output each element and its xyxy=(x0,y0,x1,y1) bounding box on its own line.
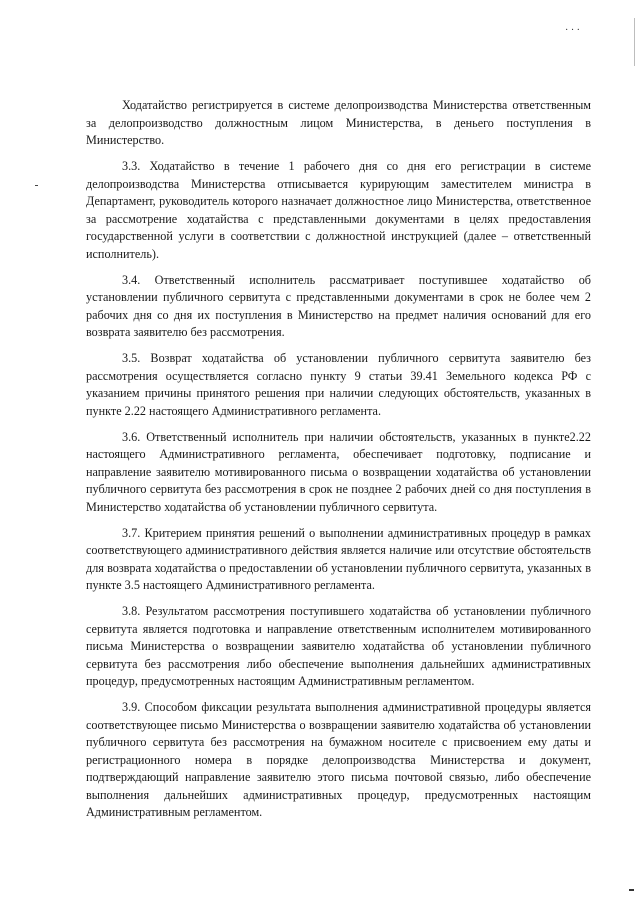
paragraph-registration: Ходатайство регистрируется в системе делопроизводства Министерства ответственным за делопроизводство должностным лицом Министерства, в деньего поступления в Министерство. xyxy=(86,98,591,147)
scan-speck-top: · · · xyxy=(565,25,580,36)
scan-edge-line xyxy=(634,18,635,66)
paragraph-3-7: 3.7. Критерием принятия решений о выполнении административных процедур в рамках соответствующего административного действия является наличие или отсутствие обстоятельств для возврата ходатайства о предоставлении об установлении публичного сервитута, указанных в пункте 3.5 настоящего Административного регламента. xyxy=(86,525,591,592)
paragraph-3-9: 3.9. Способом фиксации результата выполнения административной процедуры является соответствующее письмо Министерства о возвращении заявителю ходатайства об установлении публичного сервитута без рассмотрения на бумажном носителе с присвоением ему даты и регистрационного номера в порядке делопроизводства Министерства и документ, подтверждающий направление заявителю этого письма почтовой связью, либо обеспечение выполнения дальнейших административных процедур, предусмотренных настоящим Административным регламентом. xyxy=(86,700,591,819)
paragraph-3-5: 3.5. Возврат ходатайства об установлении публичного сервитута заявителю без рассмотрения осуществляется согласно пункту 9 статьи 39.41 Земельного кодекса РФ с указанием причины принятого решения при наличии следующих обстоятельств, указанных в пункте 2.22 настоящего Административного регламента. xyxy=(86,351,591,418)
paragraph-3-8: 3.8. Результатом рассмотрения поступившего ходатайства об установлении публичного сервитута является подготовка и направление ответственным исполнителем мотивированного письма Министерства о возвращении заявителю ходатайства об установлении публичного сервитута без рассмотрения либо обеспечение выполнения дальнейших административных процедур, предусмотренных настоящим Административным регламентом. xyxy=(86,604,591,688)
margin-speck xyxy=(35,185,38,186)
paragraph-3-3: 3.3. Ходатайство в течение 1 рабочего дня со дня его регистрации в системе делопроизводства Министерства отписывается курирующим заместителем министра в Департамент, руководитель которого назначает должностное лицо Министерства, ответственное за рассмотрение ходатайства с представленными документами в целях предоставления государственной услуги в соответствии с должностной инструкцией (далее – ответственный исполнитель). xyxy=(86,159,591,261)
paragraph-3-6: 3.6. Ответственный исполнитель при наличии обстоятельств, указанных в пункте2.22 настоящего Административного регламента, обеспечивает подготовку, подписание и направление заявителю мотивированного письма о возвращении ходатайства об установлении публичного сервитута без рассмотрения в срок не позднее 2 рабочих дней со дня поступления в Министерство ходатайства об установлении публичного сервитута. xyxy=(86,429,591,514)
corner-mark xyxy=(629,889,634,891)
document-body xyxy=(86,97,591,830)
paragraph-3-4: 3.4. Ответственный исполнитель рассматривает поступившее ходатайство об установлении публичного сервитута с представленными документами в срок не более чем 2 рабочих дня со дня их поступления в Министерство на предмет наличия оснований для его возврата заявителю без рассмотрения. xyxy=(86,272,591,339)
